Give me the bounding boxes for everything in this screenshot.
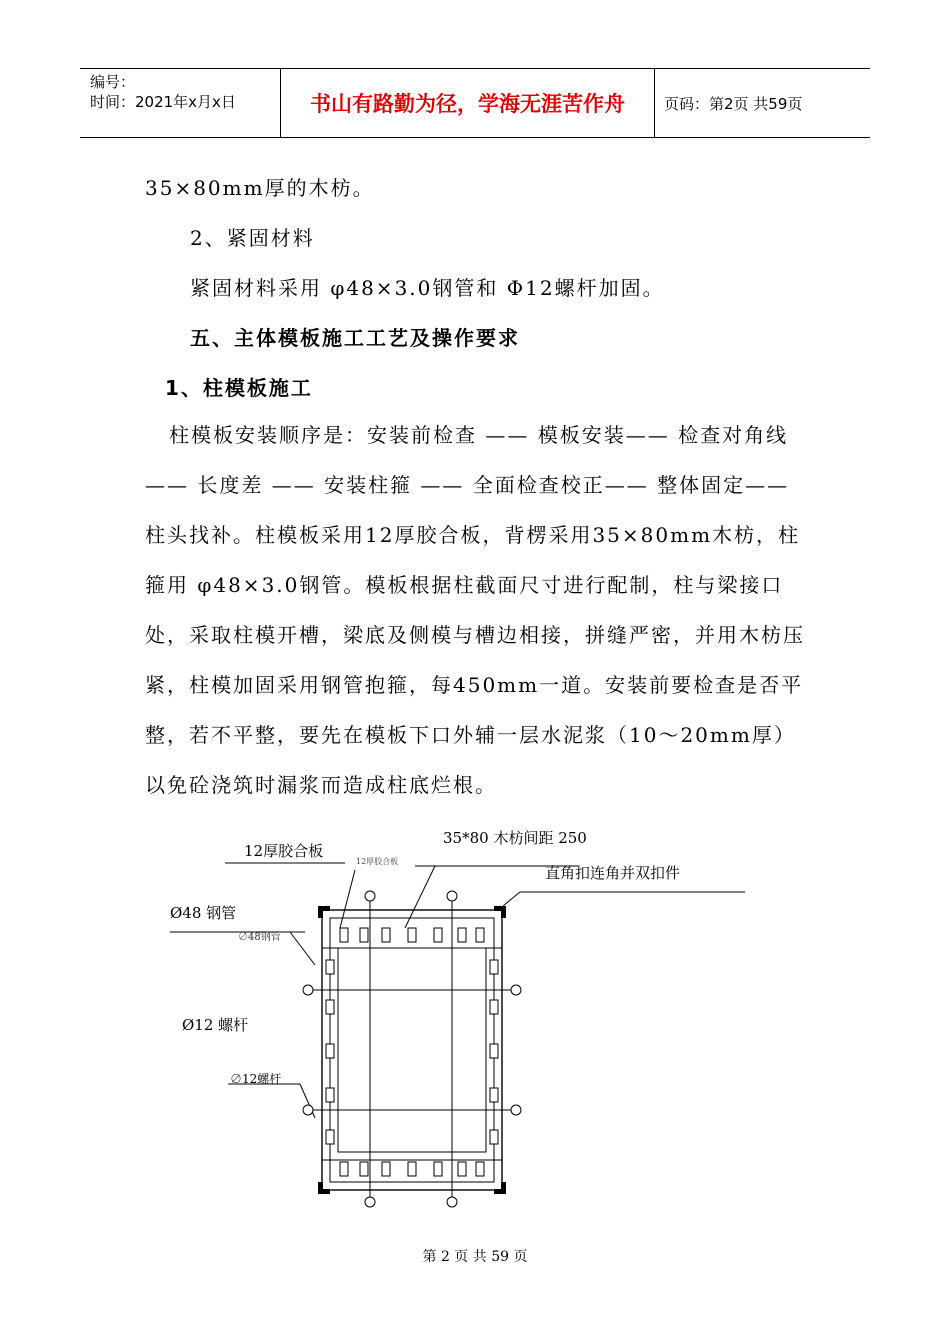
timber bbox=[326, 1044, 334, 1058]
column-section bbox=[338, 948, 486, 1152]
bolt-end bbox=[447, 891, 457, 901]
corner-fastener bbox=[318, 906, 330, 918]
timber bbox=[434, 928, 442, 942]
label-corner: 直角扣连角并双扣件 bbox=[545, 864, 681, 882]
timber bbox=[382, 928, 390, 942]
bolt-end bbox=[365, 1197, 375, 1207]
corner-fastener bbox=[318, 1182, 330, 1194]
timber bbox=[490, 1000, 498, 1014]
section-heading: 五、主体模板施工工艺及操作要求 bbox=[190, 326, 520, 350]
timber bbox=[360, 1162, 368, 1176]
header-motto: 书山有路勤为径，学海无涯苦作舟 bbox=[310, 92, 625, 116]
timber bbox=[340, 1162, 348, 1176]
leader-line bbox=[340, 870, 355, 928]
timber bbox=[434, 1162, 442, 1176]
timber bbox=[340, 928, 348, 942]
timber bbox=[408, 1162, 416, 1176]
label-bolt: Ø12 螺杆 bbox=[182, 1016, 249, 1034]
page-footer: 第 2 页 共 59 页 bbox=[422, 1249, 528, 1265]
header-page-info: 页码：第2页 共59页 bbox=[664, 94, 803, 113]
timber bbox=[476, 1162, 484, 1176]
body-line: 紧固材料采用 φ48×3.0钢管和 Φ12螺杆加固。 bbox=[190, 276, 665, 300]
label-pipe-small: ∅48钢管 bbox=[238, 932, 281, 943]
timber bbox=[476, 928, 484, 942]
leader-line bbox=[405, 866, 435, 928]
label-bolt-small: ∅12螺杆 bbox=[230, 1072, 282, 1086]
number-label: 编号： bbox=[90, 73, 136, 91]
timber bbox=[490, 1088, 498, 1102]
leader-line bbox=[290, 932, 315, 965]
timber bbox=[326, 1130, 334, 1144]
outer-frame bbox=[322, 910, 502, 1190]
timber bbox=[408, 928, 416, 942]
date-label: 时间：2021年x月x日 bbox=[90, 93, 236, 111]
subsection-heading: 1、柱模板施工 bbox=[165, 376, 313, 400]
label-plywood: 12厚胶合板 bbox=[244, 842, 324, 860]
bolt-end bbox=[447, 1197, 457, 1207]
body-paragraph: 柱模板安装顺序是：安装前检查 —— 模板安装—— 检查对角线—— 长度差 —— 安装柱箍 —— 全面检查校正—— 整体固定—— 柱头找补。柱模板采用12厚胶合板，背楞采用35×80mm木枋，柱箍用 φ48×3.0钢管。模板根据柱截面尺寸进行配制，柱与梁接口处，采取柱模开槽，梁底及侧模与槽边相接，拼缝严密，并用木枋压紧，柱模加固采用钢管抱箍，每450mm一道。安装前要检查是否平整，若不平整，要先在模板下口外辅一层水泥浆（10～20mm厚）以免砼浇筑时漏浆而造成柱底烂根。 bbox=[145, 423, 805, 797]
plywood-outer bbox=[330, 918, 494, 1182]
timber bbox=[326, 1000, 334, 1014]
bolt-end bbox=[511, 1105, 521, 1115]
timber bbox=[382, 1162, 390, 1176]
body-line: 35×80mm厚的木枋。 bbox=[145, 176, 375, 200]
bolt-end bbox=[511, 985, 521, 995]
timber bbox=[360, 928, 368, 942]
label-pipe: Ø48 钢管 bbox=[170, 904, 237, 922]
timber bbox=[490, 960, 498, 974]
label-plywood-small: 12厚胶合板 bbox=[356, 857, 399, 866]
timber bbox=[490, 1044, 498, 1058]
timber bbox=[458, 1162, 466, 1176]
leader-line bbox=[503, 892, 520, 906]
corner-fastener bbox=[494, 906, 506, 918]
bolt-end bbox=[303, 1105, 313, 1115]
timber bbox=[490, 1130, 498, 1144]
bolt-end bbox=[303, 985, 313, 995]
page-header bbox=[80, 68, 870, 138]
column-formwork-diagram bbox=[160, 820, 760, 1224]
header-divider bbox=[654, 69, 655, 137]
timber bbox=[458, 928, 466, 942]
section-subtitle: 2、紧固材料 bbox=[190, 226, 315, 250]
timber bbox=[326, 960, 334, 974]
corner-fastener bbox=[494, 1182, 506, 1194]
bolt-end bbox=[365, 891, 375, 901]
timber bbox=[326, 1088, 334, 1102]
header-meta bbox=[80, 69, 280, 137]
label-timber: 35*80 木枋间距 250 bbox=[443, 829, 587, 847]
